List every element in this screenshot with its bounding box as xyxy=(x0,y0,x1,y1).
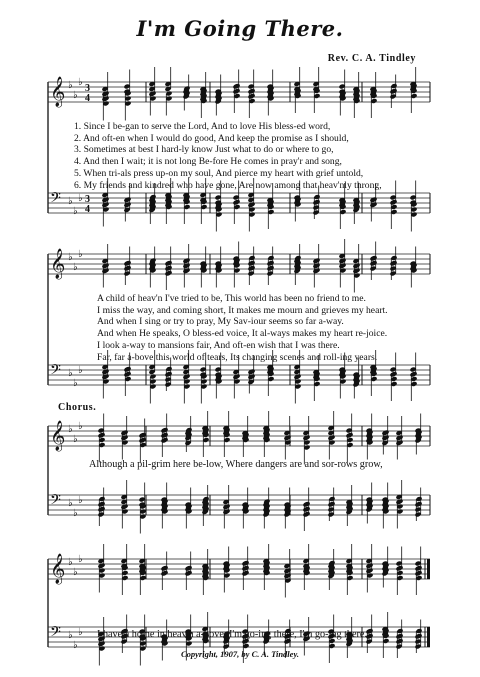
note-chord xyxy=(263,427,270,457)
note-chord xyxy=(294,197,301,222)
note-chord xyxy=(312,67,319,92)
flat-icon: ♭ xyxy=(68,252,73,263)
note-chord xyxy=(242,560,249,590)
note-chord xyxy=(233,258,240,288)
note-chord xyxy=(120,544,127,569)
note-chord xyxy=(370,88,377,118)
note-chord xyxy=(294,374,301,404)
note-chord xyxy=(183,258,190,288)
note-chord xyxy=(267,86,274,116)
note-chord xyxy=(415,565,422,595)
note-chord xyxy=(102,197,109,227)
note-chord xyxy=(346,432,353,462)
note-chord xyxy=(183,374,190,404)
note-chord xyxy=(396,565,403,595)
note-chord xyxy=(390,371,397,401)
note-chord xyxy=(98,432,105,462)
note-chord xyxy=(313,258,320,288)
note-chord xyxy=(353,263,360,293)
note-chord xyxy=(164,67,171,92)
flat-icon: ♭ xyxy=(78,193,83,204)
flat-icon: ♭ xyxy=(73,508,78,519)
note-chord xyxy=(185,504,192,529)
lyric-line: I miss the way, and coming short, It makes me mourn and grieves my heart. xyxy=(97,304,388,316)
note-chord xyxy=(102,369,109,399)
bass-clef-icon: 𝄢 xyxy=(50,190,61,210)
note-chord xyxy=(161,427,168,457)
note-chord xyxy=(409,67,416,92)
flat-icon: ♭ xyxy=(78,495,83,506)
note-chord xyxy=(161,499,168,529)
bass-clef-icon: 𝄢 xyxy=(50,624,61,644)
flat-icon: ♭ xyxy=(78,554,83,565)
music-system-3 xyxy=(0,412,480,532)
note-chord xyxy=(215,263,222,288)
note-chord xyxy=(303,501,310,531)
lyric-line: Far, far a-bove this world of tears, Its changing scenes and roll-ing years. xyxy=(97,351,378,363)
note-chord xyxy=(202,496,209,526)
note-chord xyxy=(267,199,274,229)
flat-icon: ♭ xyxy=(78,421,83,432)
verse-lyrics-part-2 xyxy=(97,293,388,363)
flat-icon: ♭ xyxy=(68,196,73,207)
note-chord xyxy=(124,91,131,121)
treble-clef-icon: 𝄞 xyxy=(50,249,66,279)
flat-icon: ♭ xyxy=(78,77,83,88)
note-chord xyxy=(121,504,128,529)
note-chord xyxy=(233,374,240,399)
note-chord xyxy=(102,263,109,288)
note-chord xyxy=(328,435,335,460)
note-chord xyxy=(149,194,156,224)
note-chord xyxy=(165,194,172,224)
note-chord xyxy=(263,499,270,529)
note-chord xyxy=(263,560,270,590)
lyric-line: 1. Since I be-gan to serve the Lord, And to love His bless-ed word, xyxy=(74,121,331,132)
flat-icon: ♭ xyxy=(73,434,78,445)
note-chord xyxy=(339,91,346,116)
note-chord xyxy=(233,83,240,113)
note-chord xyxy=(248,255,255,285)
flat-icon: ♭ xyxy=(68,498,73,509)
flat-icon: ♭ xyxy=(73,378,78,389)
note-chord xyxy=(410,263,417,288)
flat-icon: ♭ xyxy=(73,640,78,651)
treble-clef-icon: 𝄞 xyxy=(50,554,66,584)
time-signature: 4 xyxy=(85,93,90,104)
note-chord xyxy=(200,263,207,288)
treble-clef-icon: 𝄞 xyxy=(50,421,66,451)
flat-icon: ♭ xyxy=(73,90,78,101)
note-chord xyxy=(139,565,146,595)
treble-staff xyxy=(48,553,430,585)
chorus-label: Chorus. xyxy=(58,402,97,413)
bass-clef-icon: 𝄢 xyxy=(50,492,61,512)
note-chord xyxy=(366,430,373,460)
note-chord xyxy=(201,411,208,436)
note-chord xyxy=(165,260,172,290)
note-chord xyxy=(267,366,274,396)
flat-icon: ♭ xyxy=(78,249,83,260)
note-chord xyxy=(202,427,209,457)
note-chord xyxy=(339,258,346,288)
treble-clef-icon: 𝄞 xyxy=(50,77,66,107)
note-chord xyxy=(267,255,274,285)
hymn-title: I'm Going There. xyxy=(136,16,344,41)
lyric-line: 4. And then I wait; it is not long Be-fore He comes in pray'r and song, xyxy=(74,156,342,168)
note-chord xyxy=(370,366,377,396)
note-chord xyxy=(366,563,373,593)
time-signature: 4 xyxy=(85,204,90,215)
flat-icon: ♭ xyxy=(68,368,73,379)
note-chord xyxy=(215,374,222,399)
note-chord xyxy=(248,202,255,232)
music-system-4 xyxy=(0,545,480,665)
note-chord xyxy=(149,374,156,404)
lyric-line: 2. And oft-en when I would do good, And keep the promise as I should, xyxy=(74,132,349,144)
verse-lyrics-part-1 xyxy=(74,121,382,191)
note-chord xyxy=(370,197,377,222)
note-chord xyxy=(369,72,376,97)
note-chord xyxy=(222,411,229,436)
note-chord xyxy=(294,255,301,285)
treble-staff xyxy=(48,420,430,452)
note-chord xyxy=(339,199,346,229)
note-chord xyxy=(183,194,190,224)
copyright-notice: Copyright, 1907, by C. A. Tindley. xyxy=(180,649,300,659)
note-chord xyxy=(242,504,249,529)
note-chord xyxy=(410,202,417,232)
note-chord xyxy=(139,432,146,462)
note-chord xyxy=(200,88,207,118)
chorus-lyrics-line-1: Although a pil-grim here be-low, Where dangers are and sor-rows grow, xyxy=(89,459,383,470)
note-chord xyxy=(339,369,346,399)
flat-icon: ♭ xyxy=(68,424,73,435)
note-chord xyxy=(98,563,105,593)
note-chord xyxy=(223,563,230,593)
bass-clef-icon: 𝄢 xyxy=(50,362,61,382)
note-chord xyxy=(223,504,230,529)
note-chord xyxy=(149,91,156,116)
note-chord xyxy=(381,612,388,637)
note-chord xyxy=(149,258,156,288)
note-chord xyxy=(98,496,105,526)
chorus-lyrics-line-2: I have a home in heav'n a-bove, I'm go-ing there, I'm go-ing there. xyxy=(97,629,368,640)
note-chord xyxy=(124,366,131,396)
flat-icon: ♭ xyxy=(78,627,83,638)
note-chord xyxy=(410,83,417,113)
lyric-line: 3. Sometimes at best I hard-ly know Just what to do or where to go, xyxy=(74,144,334,156)
note-chord xyxy=(328,560,335,590)
note-chord xyxy=(382,499,389,529)
note-chord xyxy=(410,371,417,401)
flat-icon: ♭ xyxy=(73,262,78,273)
flat-icon: ♭ xyxy=(68,557,73,568)
note-chord xyxy=(241,416,248,441)
flat-icon: ♭ xyxy=(78,365,83,376)
note-chord xyxy=(121,565,128,595)
flat-icon: ♭ xyxy=(68,630,73,641)
flat-icon: ♭ xyxy=(73,567,78,578)
note-chord xyxy=(248,88,255,118)
note-chord xyxy=(102,91,109,121)
note-chord xyxy=(202,565,209,595)
note-chord xyxy=(396,499,403,529)
time-signature: 3 xyxy=(85,83,90,94)
note-chord xyxy=(121,430,128,460)
author-credit: Rev. C. A. Tindley xyxy=(327,53,416,64)
lyric-line: A child of heav'n I've tried to be, This world has been no friend to me. xyxy=(97,293,366,304)
note-chord xyxy=(215,202,222,232)
note-chord xyxy=(139,504,146,534)
note-chord xyxy=(346,565,353,595)
flat-icon: ♭ xyxy=(73,206,78,217)
note-chord xyxy=(200,374,207,404)
lyric-line: 5. When tri-als press up-on my soul, And pierce my heart with grief untold, xyxy=(74,167,364,179)
lyric-line: I look a-way to mansions fair, And oft-en wish that I was there. xyxy=(97,339,340,351)
lyric-line: 6. My friends and kindred who have gone, Are now among that heav'nly throng, xyxy=(74,179,382,191)
note-chord xyxy=(223,427,230,457)
note-chord xyxy=(396,435,403,460)
note-chord xyxy=(390,199,397,229)
time-signature: 3 xyxy=(85,194,90,205)
lyric-line: And when He speaks, O bless-ed voice, It al-ways makes my heart re-joice. xyxy=(97,328,388,340)
note-chord xyxy=(165,91,172,116)
note-chord xyxy=(353,88,360,118)
flat-icon: ♭ xyxy=(68,80,73,91)
lyric-line: And when I sing or try to pray, My Sav-iour seems so far a-way. xyxy=(97,316,344,328)
note-chord xyxy=(313,371,320,401)
